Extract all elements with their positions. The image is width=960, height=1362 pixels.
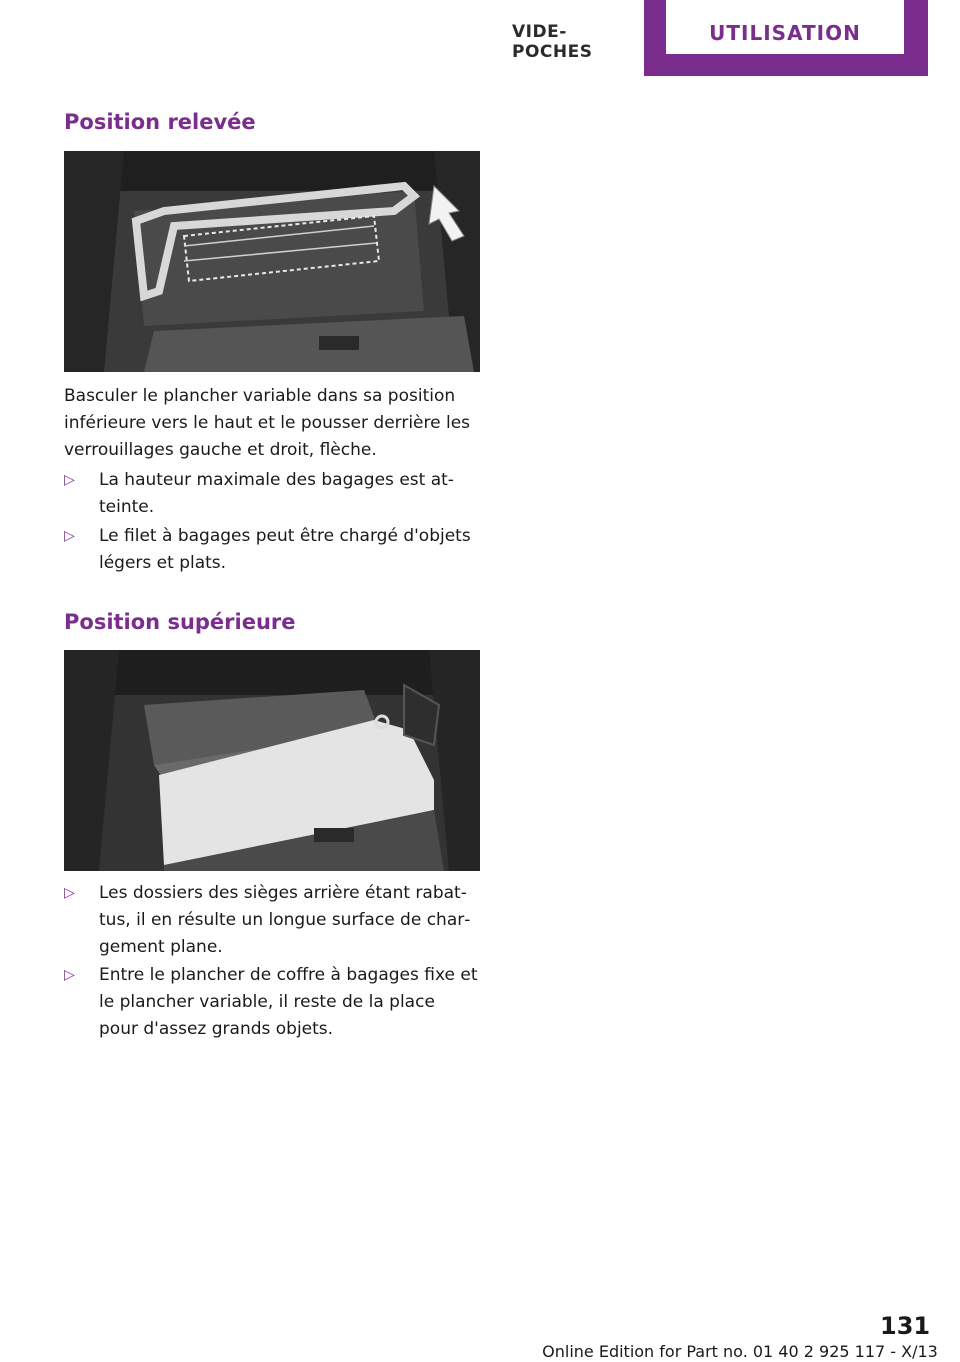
trunk-photo-raised (64, 151, 480, 372)
section-title-upper: Position supérieure (64, 610, 296, 634)
bullet-triangle-icon: ▷ (64, 885, 75, 901)
header-section-title: VIDE-POCHES (512, 22, 593, 62)
list-item (64, 467, 484, 521)
list-item-text: Le filet à bagages peut être chargé d'objets légers et plats. (99, 526, 471, 573)
section-title-raised: Position relevée (64, 110, 256, 134)
list-item-text: Les dossiers des sièges arrière étant rabattus, il en résulte un longue surface de chargement plane. (99, 883, 471, 957)
list-item (64, 880, 484, 961)
trunk-photo-upper (64, 650, 480, 871)
header-chapter-label: UTILISATION (666, 0, 904, 54)
bullet-triangle-icon: ▷ (64, 472, 75, 488)
footer-edition-text: Online Edition for Part no. 01 40 2 925 117 - X/13 (542, 1342, 938, 1361)
list-item-text: Entre le plancher de coffre à bagages fixe et le plancher variable, il reste de la place pour d'assez grands objets. (99, 965, 478, 1039)
list-item-text: La hauteur maximale des bagages est atteinte. (99, 470, 454, 517)
page-number: 131 (880, 1312, 931, 1340)
list-item (64, 523, 484, 577)
instruction-paragraph: Basculer le plancher variable dans sa position inférieure vers le haut et le pousser derrière les verrouillages gauche et droit, flèche. (64, 386, 471, 460)
bullet-triangle-icon: ▷ (64, 528, 75, 544)
list-item (64, 962, 484, 1043)
bullet-triangle-icon: ▷ (64, 967, 75, 983)
header-chapter-tab (644, 0, 928, 76)
